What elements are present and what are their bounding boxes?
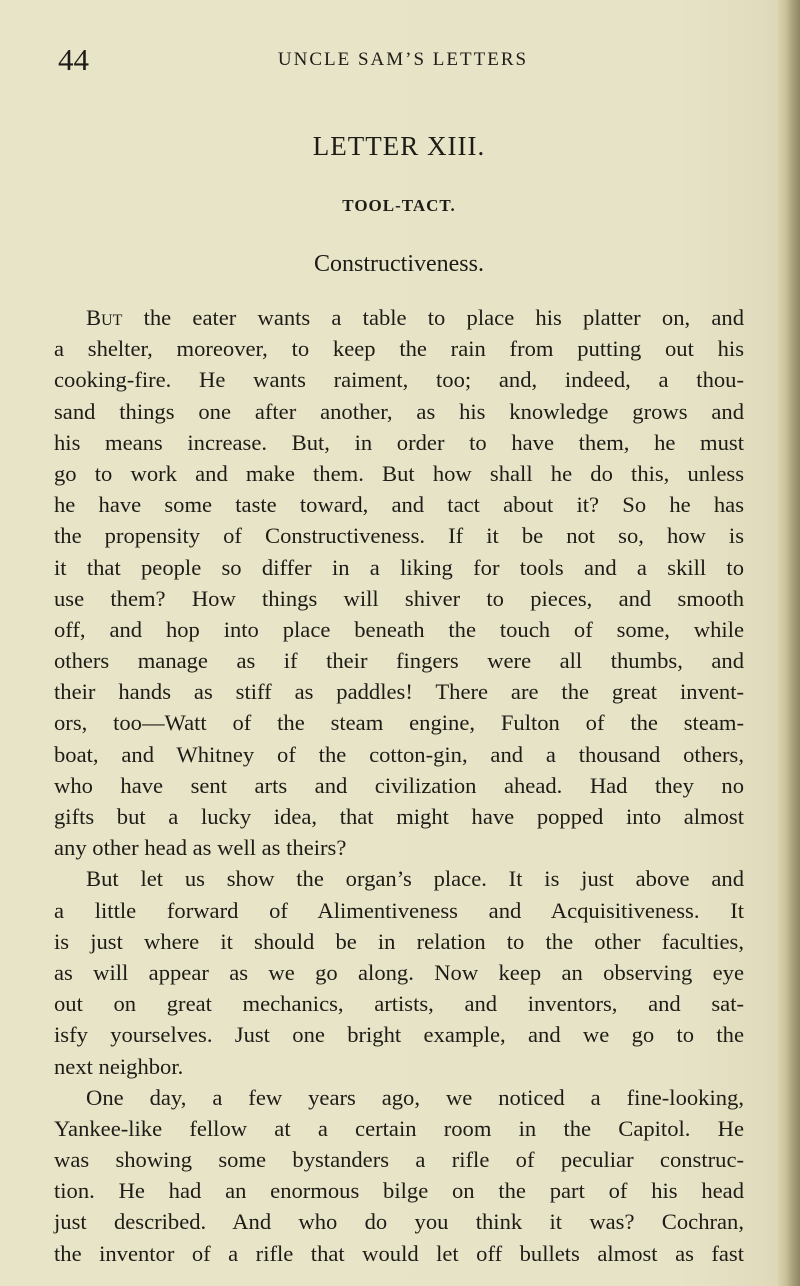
page-edge [778, 0, 800, 1286]
text-line: cooking-fire. He wants raiment, too; and, indeed, a thou- [54, 367, 744, 393]
subtitle: Constructiveness. [314, 251, 484, 277]
text-line: a shelter, moreover, to keep the rain from putting out his [54, 336, 744, 362]
text-line: he have some taste toward, and tact about it? So he has [54, 492, 744, 518]
text-line: as will appear as we go along. Now keep an observing eye [54, 959, 744, 985]
text-line: a little forward of Alimentiveness and Acquisitiveness. It [54, 897, 744, 923]
text-line: any other head as well as theirs? [54, 835, 347, 861]
text-line: just described. And who do you think it was? Cochran, [54, 1209, 744, 1235]
text-line: isfy yourselves. Just one bright example, and we go to the [54, 1022, 744, 1048]
text-line: Yankee-like fellow at a certain room in the Capitol. He [54, 1115, 744, 1141]
text-line: sand things one after another, as his knowledge grows and [54, 398, 744, 424]
section-title: TOOL-TACT. [342, 196, 456, 215]
text-line: off, and hop into place beneath the touch of some, while [54, 616, 744, 642]
text-line: their hands as stiff as paddles! There are the great invent- [54, 679, 744, 705]
text-line: his means increase. But, in order to have them, he must [54, 429, 744, 455]
text-line: But the eater wants a table to place his platter on, and [86, 305, 744, 330]
text-line: the propensity of Constructiveness. If it be not so, how is [54, 523, 744, 549]
text-line: who have sent arts and civilization ahead. Had they no [54, 772, 744, 798]
text-line: tion. He had an enormous bilge on the part of his head [54, 1178, 744, 1204]
text-line: was showing some bystanders a rifle of peculiar construc- [54, 1147, 744, 1173]
text-line: use them? How things will shiver to pieces, and smooth [54, 585, 744, 611]
text-line: out on great mechanics, artists, and inventors, and sat- [54, 991, 744, 1017]
opening-word: But [86, 305, 123, 330]
text-line: One day, a few years ago, we noticed a fine-looking, [86, 1084, 744, 1110]
text-line: go to work and make them. But how shall he do this, unless [54, 460, 744, 486]
text-line: others manage as if their fingers were all thumbs, and [54, 648, 744, 674]
page-number: 44 [58, 42, 89, 77]
text-line: ors, too—Watt of the steam engine, Fulton of the steam- [54, 710, 744, 736]
text-line: is just where it should be in relation to the other faculties, [54, 928, 744, 954]
text-line: it that people so differ in a liking for tools and a skill to [54, 554, 744, 580]
text-line: the inventor of a rifle that would let off bullets almost as fast [54, 1240, 744, 1266]
text-line: gifts but a lucky idea, that might have popped into almost [54, 804, 744, 829]
text-line: next neighbor. [54, 1053, 184, 1079]
body-text [54, 302, 744, 1269]
page-header [58, 40, 748, 80]
text-line: boat, and Whitney of the cotton-gin, and a thousand others, [54, 741, 744, 767]
running-head: UNCLE SAM’S LETTERS [277, 49, 529, 70]
letter-title: LETTER XIII. [312, 131, 486, 161]
text-line: But let us show the organ’s place. It is just above and [86, 866, 744, 892]
